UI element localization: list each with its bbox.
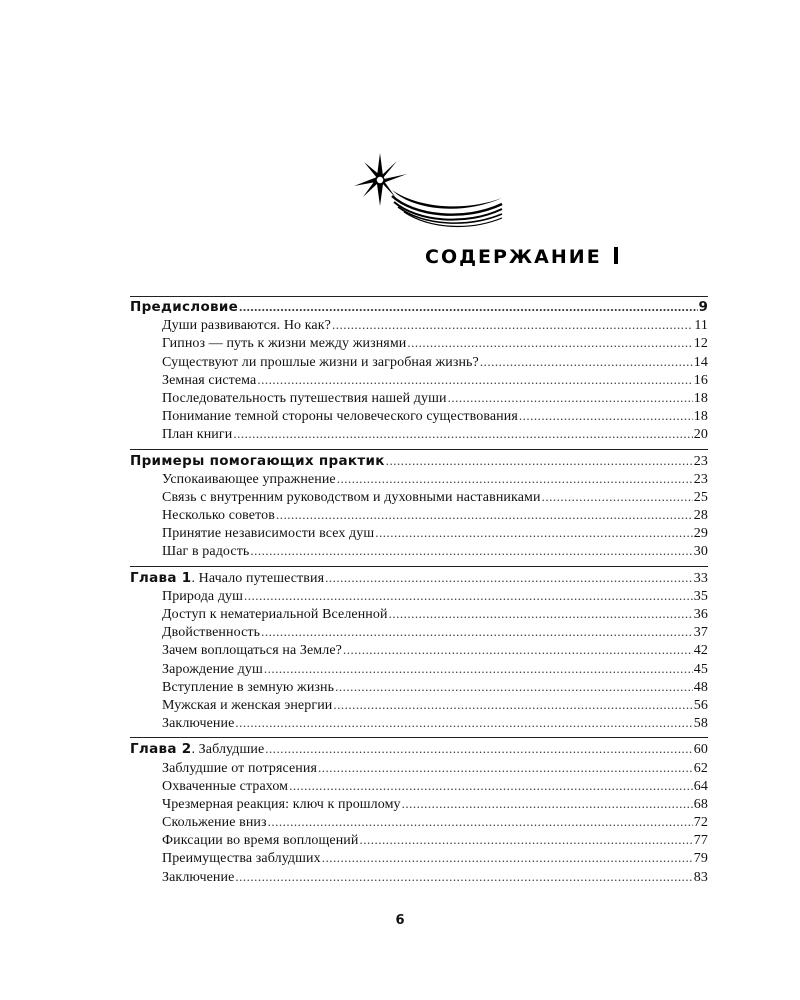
toc-entry[interactable] (130, 335, 708, 353)
entry-page-number: 45 (693, 661, 708, 677)
toc-entry[interactable] (130, 778, 708, 796)
section-prefix: Глава 2 (130, 741, 192, 758)
entry-title: Успокаивающее упражнение (162, 471, 336, 487)
toc-section-heading[interactable] (130, 299, 708, 317)
dot-leader (318, 760, 693, 776)
toc-section-heading[interactable] (130, 741, 708, 759)
dot-leader (332, 317, 693, 333)
entry-page-number: 79 (693, 851, 708, 867)
entry-page-number: 77 (693, 833, 708, 849)
dot-leader (239, 299, 697, 315)
toc-section-heading[interactable] (130, 453, 708, 471)
dot-leader (289, 778, 693, 794)
entry-title: Последовательность путешествия нашей души (162, 390, 447, 406)
entry-title: Мужская и женская энергии (162, 697, 333, 713)
toc-entry[interactable] (130, 426, 708, 444)
entry-page-number: 23 (693, 471, 708, 487)
entry-title: Души развиваются. Но как? (162, 318, 331, 334)
entry-page-number: 16 (693, 372, 708, 388)
entry-page-number: 42 (693, 643, 708, 659)
toc-entry[interactable] (130, 372, 708, 390)
dot-leader (386, 453, 693, 469)
table-of-contents (130, 296, 708, 891)
toc-entry[interactable] (130, 760, 708, 778)
toc-section (130, 737, 708, 887)
entry-page-number: 30 (693, 544, 708, 560)
dot-leader (542, 489, 693, 505)
entry-title: Охваченные страхом (162, 778, 289, 794)
shooting-star-icon (352, 152, 507, 232)
entry-title: Заключение (162, 716, 235, 732)
entry-title: Фиксации во время воплощений (162, 833, 359, 849)
toc-entry[interactable] (130, 796, 708, 814)
entry-title: Связь с внутренним руководством и духовными наставниками (162, 489, 541, 505)
toc-entry[interactable] (130, 642, 708, 660)
entry-page-number: 68 (693, 796, 708, 812)
entry-page-number: 64 (693, 778, 708, 794)
entry-title: Природа душ (162, 588, 244, 604)
entry-title: Несколько советов (162, 508, 275, 524)
entry-page-number: 62 (693, 760, 708, 776)
entry-page-number: 14 (693, 354, 708, 370)
section-page-number: 9 (698, 299, 708, 315)
dot-leader (257, 372, 692, 388)
entry-page-number: 29 (693, 526, 708, 542)
section-page-number: 60 (693, 742, 708, 758)
dot-leader (337, 471, 693, 487)
entry-title: Зачем воплощаться на Земле? (162, 643, 342, 659)
dot-leader (333, 697, 692, 713)
entry-title: Гипноз — путь к жизни между жизнями (162, 336, 407, 352)
section-title-text: . Заблудшие (191, 742, 265, 758)
toc-entry[interactable] (130, 624, 708, 642)
toc-section (130, 296, 708, 445)
entry-page-number: 20 (693, 427, 708, 443)
section-prefix: Глава 1 (130, 569, 192, 586)
entry-page-number: 37 (693, 625, 708, 641)
entry-title: Заключение (162, 869, 235, 885)
page-number: 6 (395, 913, 405, 928)
dot-leader (343, 642, 693, 658)
entry-title: Земная система (162, 372, 257, 388)
heading-bar (614, 247, 618, 264)
entry-page-number: 58 (693, 716, 708, 732)
dot-leader (402, 796, 693, 812)
dot-leader (448, 390, 693, 406)
dot-leader (235, 869, 692, 885)
entry-title: Шаг в радость (162, 544, 250, 560)
toc-entry[interactable] (130, 869, 708, 887)
entry-page-number: 12 (693, 336, 708, 352)
entry-page-number: 35 (693, 588, 708, 604)
toc-entry[interactable] (130, 507, 708, 525)
section-title-text: . Начало путешествия (191, 570, 325, 586)
toc-entry[interactable] (130, 390, 708, 408)
section-title (130, 741, 264, 758)
dot-leader (322, 850, 693, 866)
entry-page-number: 36 (693, 607, 708, 622)
entry-page-number: 48 (693, 679, 708, 695)
dot-leader (480, 354, 693, 370)
dot-leader (375, 525, 693, 541)
dot-leader (233, 426, 692, 442)
dot-leader (264, 661, 693, 677)
dot-leader (268, 814, 693, 830)
toc-entry[interactable] (130, 814, 708, 832)
toc-heading-text: СОДЕРЖАНИЕ (425, 246, 602, 268)
entry-page-number: 83 (693, 869, 708, 885)
dot-leader (265, 741, 693, 757)
toc-entry[interactable] (130, 408, 708, 426)
dot-leader (250, 543, 692, 559)
entry-page-number: 28 (693, 508, 708, 524)
section-prefix: Примеры помогающих практик (130, 452, 385, 469)
toc-entry[interactable] (130, 588, 708, 606)
toc-heading (425, 246, 618, 268)
dot-leader (261, 624, 693, 640)
toc-entry[interactable] (130, 543, 708, 561)
entry-title: Двойственность (162, 625, 261, 641)
dot-leader (244, 588, 693, 604)
entry-title: Чрезмерная реакция: ключ к прошлому (162, 796, 401, 812)
entry-title: Существуют ли прошлые жизни и загробная жизнь? (162, 354, 479, 370)
entry-page-number: 25 (693, 489, 708, 505)
entry-page-number: 18 (693, 390, 708, 406)
entry-page-number: 72 (693, 815, 708, 831)
toc-entry[interactable] (130, 525, 708, 543)
toc-section (130, 566, 708, 734)
toc-entry[interactable] (130, 850, 708, 868)
entry-title: Скольжение вниз (162, 815, 267, 831)
toc-entry[interactable] (130, 661, 708, 679)
entry-title: Доступ к нематериальной Вселенной (162, 607, 388, 622)
entry-title: Преимущества заблудших (162, 851, 321, 867)
dot-leader (389, 606, 693, 622)
section-title (130, 453, 385, 470)
dot-leader (335, 679, 693, 695)
section-page-number: 23 (693, 453, 708, 469)
section-prefix: Предисловие (130, 299, 239, 315)
dot-leader (519, 408, 693, 424)
dot-leader (325, 570, 693, 586)
entry-page-number: 56 (693, 697, 708, 713)
toc-entry[interactable] (130, 606, 708, 624)
dot-leader (407, 335, 692, 351)
section-title (130, 570, 324, 587)
toc-entry[interactable] (130, 697, 708, 715)
toc-entry[interactable] (130, 715, 708, 733)
entry-page-number: 11 (694, 318, 708, 334)
entry-title: Вступление в земную жизнь (162, 679, 335, 695)
toc-entry[interactable] (130, 489, 708, 507)
section-page-number: 33 (693, 570, 708, 586)
dot-leader (235, 715, 692, 731)
entry-title: Принятие независимости всех душ (162, 526, 375, 542)
toc-entry[interactable] (130, 471, 708, 489)
toc-entry[interactable] (130, 317, 708, 335)
toc-entry[interactable] (130, 679, 708, 697)
entry-title: Зарождение душ (162, 661, 263, 677)
toc-section (130, 449, 708, 562)
toc-entry[interactable] (130, 354, 708, 372)
entry-title: Понимание темной стороны человеческого существования (162, 409, 518, 425)
section-title (130, 299, 238, 316)
toc-section-heading[interactable] (130, 570, 708, 588)
dot-leader (276, 507, 693, 523)
dot-leader (359, 832, 692, 848)
toc-entry[interactable] (130, 832, 708, 850)
entry-title: Заблудшие от потрясения (162, 760, 318, 776)
entry-page-number: 18 (693, 409, 708, 425)
entry-title: План книги (162, 427, 233, 443)
